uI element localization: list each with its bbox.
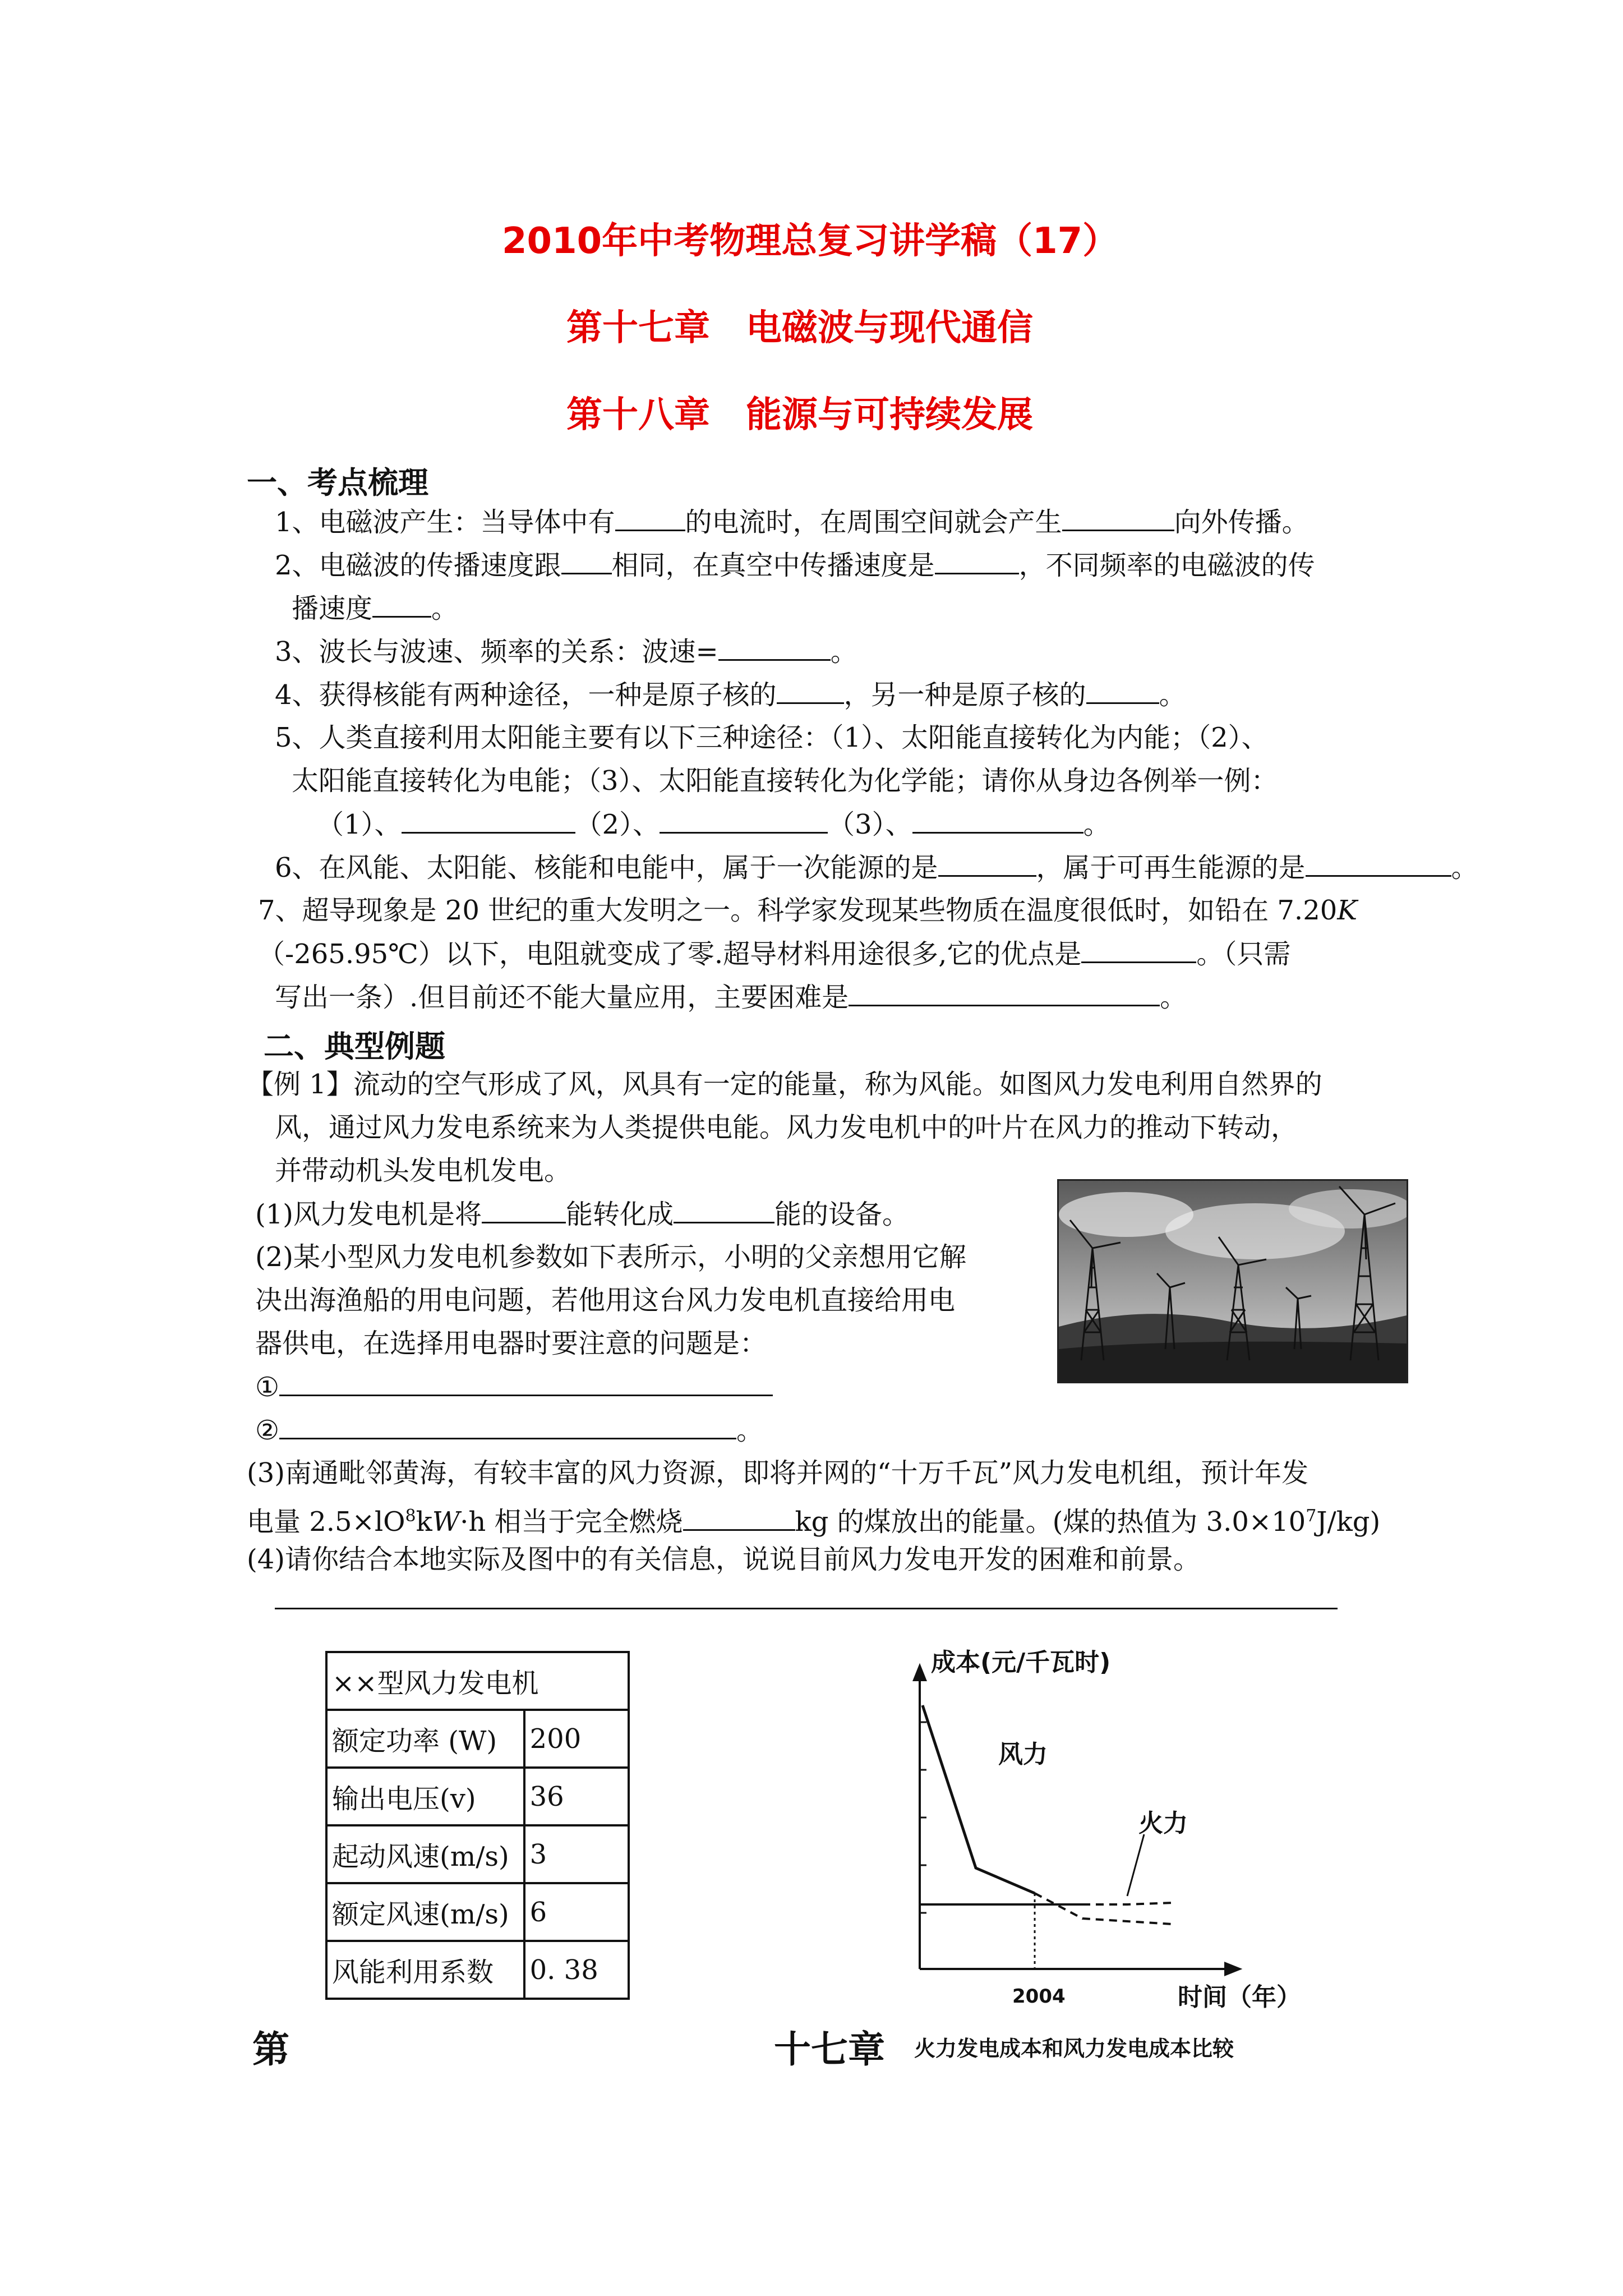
table-row [326,1710,629,1768]
y-axis-label: 成本(元/千瓦时) [931,1648,1111,1677]
example-1-q3-line-1: (3)南通毗邻黄海，有较丰富的风力资源，即将并网的“十万千瓦”风力发电机组，预计年发 [247,1457,1309,1489]
question-7-cont: （-265.95℃）以下，电阻就变成了零.超导材料用途很多,它的优点是 。（只需 [258,937,1290,971]
spec-key: 额定风速(m/s) [326,1883,524,1941]
footer-left: 第 [252,2028,289,2071]
wind-series-line [923,1705,1035,1893]
spec-value: 3 [524,1825,629,1883]
question-7: 7、超导现象是 20 世纪的重大发明之一。科学家发现某些物质在温度很低时，如铅在 7.20K [258,895,1358,926]
example-1-q2-line-2: 决出海渔船的用电问题，若他用这台风力发电机直接给用电 [255,1285,956,1316]
x-axis-label: 时间（年） [1178,1983,1301,2012]
spec-value: 200 [524,1710,629,1768]
wind-series-label: 风力 [998,1740,1048,1769]
wind-turbine-photo [1057,1179,1408,1383]
chapter-18-title: 第十八章 能源与可持续发展 [566,394,1033,436]
spec-key: 输出电压(v) [326,1768,524,1825]
question-5-answers: （1）、 （2）、 （3）、 。 [317,807,1110,841]
example-1-q2-line-1: (2)某小型风力发电机参数如下表所示，小明的父亲想用它解 [255,1241,966,1273]
example-1-q2-line-3: 器供电，在选择用电器时要注意的问题是： [255,1328,767,1359]
x-tick-label: 2004 [1012,1985,1066,2008]
thermal-series-projection [1082,1903,1172,1904]
wind-series-projection [1035,1893,1172,1924]
spec-key: 风能利用系数 [326,1941,524,1999]
answer-rule [275,1608,1338,1609]
question-3: 3、波长与波速、频率的关系：波速= 。 [275,634,857,669]
cost-chart [892,1638,1318,2067]
table-row [326,1883,629,1941]
example-1-q1: (1)风力发电机是将 能转化成 能的设备。 [255,1197,909,1231]
spec-table-header: ××型风力发电机 [326,1652,629,1710]
section-1-heading: 一、考点梳理 [247,465,428,500]
chapter-17-title: 第十七章 电磁波与现代通信 [566,307,1033,349]
spec-value: 36 [524,1768,629,1825]
y-axis-arrow [914,1666,925,1680]
example-1-line-3: 并带动机头发电机发电。 [275,1155,571,1186]
spec-key: 起动风速(m/s) [326,1825,524,1883]
spec-value: 6 [524,1883,629,1941]
spec-value: 0. 38 [524,1941,629,1999]
spec-table [325,1651,630,2000]
section-2-heading: 二、典型例题 [264,1029,445,1064]
answer-line-1: ① [255,1370,773,1404]
example-1-line-2: 风，通过风力发电系统来为人类提供电能。风力发电机中的叶片在风力的推动下转动， [275,1112,1298,1143]
answer-line-2: ② 。 [255,1413,763,1447]
chart-caption: 火力发电成本和风力发电成本比较 [914,2036,1234,2061]
example-1-q4: (4)请你结合本地实际及图中的有关信息，说说目前风力发电开发的困难和前景。 [247,1544,1200,1575]
page-title: 2010年中考物理总复习讲学稿（17） [502,220,1119,262]
question-5: 5、人类直接利用太阳能主要有以下三种途径：（1）、太阳能直接转化为内能；（2）、 [275,722,1269,753]
question-7-cont2: 写出一条）.但目前还不能大量应用，主要困难是 。 [275,980,1187,1014]
example-1-line-1: 【例 1】流动的空气形成了风，风具有一定的能量，称为风能。如图风力发电利用自然界的 [247,1069,1322,1100]
thermal-series-label: 火力 [1138,1809,1188,1838]
question-2: 2、电磁波的传播速度跟 相同，在真空中传播速度是 ，不同频率的电磁波的传 [275,548,1315,582]
question-5-cont: 太阳能直接转化为电能；（3）、太阳能直接转化为化学能；请你从身边各例举一例： [292,765,1278,797]
footer-right: 十七章 [774,2028,885,2071]
x-axis-arrow [1225,1963,1239,1975]
question-6: 6、在风能、太阳能、核能和电能中，属于一次能源的是 ，属于可再生能源的是 。 [275,850,1478,885]
example-1-q3-line-2: 电量 $2.5\times lO^8kW\cdot h$ 相当于完全燃烧 kg 的煤放出的能量。(煤的热值为 $3.0\times 10^7J/kg$) [247,1499,1380,1539]
table-row [326,1941,629,1999]
table-row [326,1768,629,1825]
table-row [326,1825,629,1883]
thermal-label-leader [1127,1834,1144,1896]
spec-key: 额定功率 (W) [326,1710,524,1768]
question-1: 1、电磁波产生：当导体中有 的电流时，在周围空间就会产生 向外传播。 [275,505,1309,539]
question-2-cont: 播速度 。 [292,591,458,625]
question-4: 4、获得核能有两种途径，一种是原子核的 ，另一种是原子核的 。 [275,678,1186,712]
